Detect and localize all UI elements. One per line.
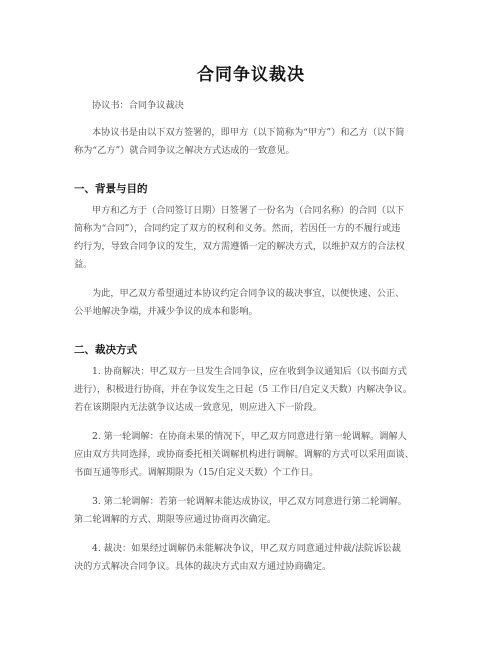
text-line: 3. 第二轮调解：若第一轮调解未能达成协议，甲乙双方同意进行第二轮调解。: [92, 496, 407, 507]
agreement-line: [74, 97, 434, 115]
text-line: 2. 第一轮调解：在协商未果的情况下，甲乙双方同意进行第一轮调解。调解人: [92, 431, 407, 442]
section-heading-background: 一、背景与目的: [74, 183, 148, 195]
text-line: 简称为“合同”），合同约定了双方的权利和义务。然而，若因任一方的不履行或违: [74, 223, 401, 234]
text-line: 若在该期限内无法就争议达成一致意见，则应进入下一阶段。: [74, 402, 323, 413]
text-line: 公平地解决争端，并减少争议的成本和影响。: [74, 306, 258, 317]
text-line: 进行），积极进行协商，并在争议发生之日起（5 工作日/自定义天数）内解决争议。: [74, 384, 413, 395]
text-line: 第二轮调解的方式、期限等应通过协商再次确定。: [74, 514, 277, 525]
background-paragraph-2: [74, 285, 434, 321]
text-line: 称为“乙方”）就合同争议之解决方式达成的一致意见。: [74, 145, 295, 156]
method-item-4: [74, 540, 434, 576]
text-line: 决的方式解决合同争议。具体的裁决方式由双方通过协商确定。: [74, 561, 332, 572]
text-line: 益。: [74, 259, 93, 270]
method-item-1: [74, 363, 434, 417]
method-item-3: [74, 493, 434, 529]
text-line: 应由双方共同选择，或协商委托相关调解机构进行调解。调解的方式可以采用面谈、: [74, 449, 414, 460]
text-line: 约行为，导致合同争议的发生，双方需遵循一定的解决方式，以维护双方的合法权: [74, 241, 405, 252]
agreement-line-text: 协议书：合同争议裁决: [92, 100, 184, 111]
text-line: 1. 协商解决：甲乙双方一旦发生合同争议，应在收到争议通知后（以书面方式: [92, 366, 407, 377]
background-paragraph-1: [74, 202, 434, 274]
text-line: 甲方和乙方于（合同签订日期）日签署了一份名为（合同名称）的合同（以下: [92, 205, 405, 216]
text-line: 为此，甲乙双方希望通过本协议约定合同争议的裁决事宜，以便快速、公正、: [92, 288, 405, 299]
document-title: 合同争议裁决: [197, 65, 305, 85]
section-heading-methods: 二、裁决方式: [74, 344, 137, 356]
text-line: 书面互通等形式。调解期限为（15/自定义天数）个工作日。: [74, 467, 319, 478]
text-line: 4. 裁决：如果经过调解仍未能解决争议，甲乙双方同意通过仲裁/法院诉讼裁: [92, 543, 401, 554]
method-item-2: [74, 428, 434, 482]
text-line: 本协议书是由以下双方签署的，即甲方（以下简称为“甲方”）和乙方（以下简: [92, 127, 405, 138]
intro-paragraph: [74, 124, 434, 160]
